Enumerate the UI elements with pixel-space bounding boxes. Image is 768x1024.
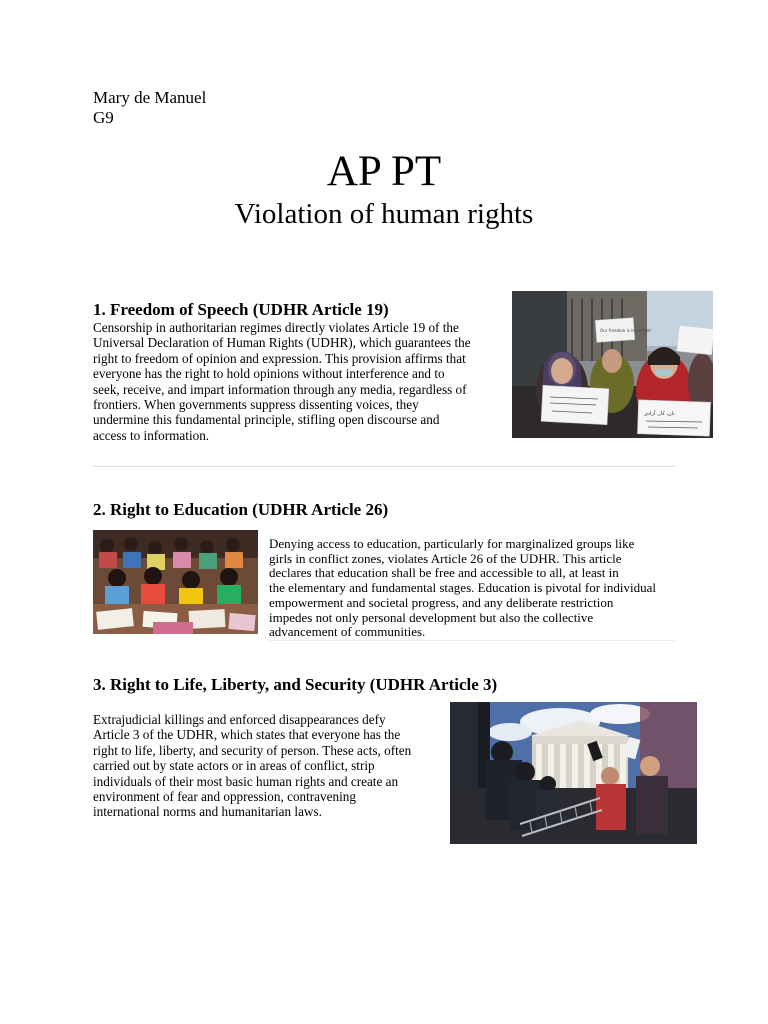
section-1-heading: 1. Freedom of Speech (UDHR Article 19) [93,300,389,319]
section-1-line: access to information. [93,427,210,443]
author-block [93,88,206,128]
section-1-line: undermine this fundamental principle, stifling open discourse and [93,412,440,428]
section-3-line: Extrajudicial killings and enforced disappearances defy [93,712,386,727]
courthouse-protest-photo-image [450,702,697,844]
section-1-line: everyone has the right to hold opinions without interference and to [93,366,445,382]
protest-photo [512,291,713,438]
section-2-line: empowerment and societal progress, and any deliberate restriction [269,594,614,610]
sign-text: Our freedom is important [600,328,651,333]
section-divider [93,466,675,467]
section-3-line: international norms and humanitarian laws. [93,804,322,820]
section-2-line: Denying access to education, particularly for marginalized groups like [269,536,635,551]
section-1-line: seek, receive, and impart information through any media, regardless of [93,381,467,397]
section-2-line: advancement of communities. [269,624,426,640]
section-1-line: Censorship in authoritarian regimes directly violates Article 19 of the [93,320,459,335]
author-grade: G9 [93,108,114,127]
section-1-paragraph [93,320,508,443]
section-3-line: carried out by state actors or in areas of conflict, strip [93,758,375,774]
section-1-line: frontiers. When governments suppress dissenting voices, they [93,397,419,413]
section-2-line: the elementary and fundamental stages. Education is pivotal for individual [269,580,656,596]
classroom-photo-image [93,530,258,634]
section-3-paragraph [93,712,443,820]
section-2-paragraph [269,537,679,640]
section-2-line: declares that education shall be free and accessible to all, at least in [269,565,619,581]
classroom-photo [93,530,258,634]
section-divider [269,640,675,641]
section-2-line: impedes not only personal development but also the collective [269,609,594,625]
section-2-line: girls in conflict zones, violates Article 26 of the UDHR. This article [269,550,622,566]
page-title: AP PT [326,148,442,195]
section-3-line: environment of fear and oppression, contravening [93,789,356,805]
section-3-heading: 3. Right to Life, Liberty, and Security (UDHR Article 3) [93,675,498,694]
section-2-heading: 2. Right to Education (UDHR Article 26) [93,500,389,519]
sign-text: نان، کار، آزادی [644,411,675,417]
section-1-line: Universal Declaration of Human Rights (UDHR), which guarantees the [93,335,471,351]
protest-photo-image [512,291,713,438]
section-3-line: individuals of their most basic human rights and create an [93,773,399,789]
section-1-line: right to freedom of opinion and expression. This provision affirms that [93,350,466,366]
section-3-line: Article 3 of the UDHR, which states that everyone has the [93,727,401,743]
section-3-line: right to life, liberty, and security of person. These acts, often [93,742,412,758]
page-subtitle: Violation of human rights [234,198,534,230]
author-name: Mary de Manuel [93,88,207,107]
courthouse-protest-photo [450,702,697,844]
